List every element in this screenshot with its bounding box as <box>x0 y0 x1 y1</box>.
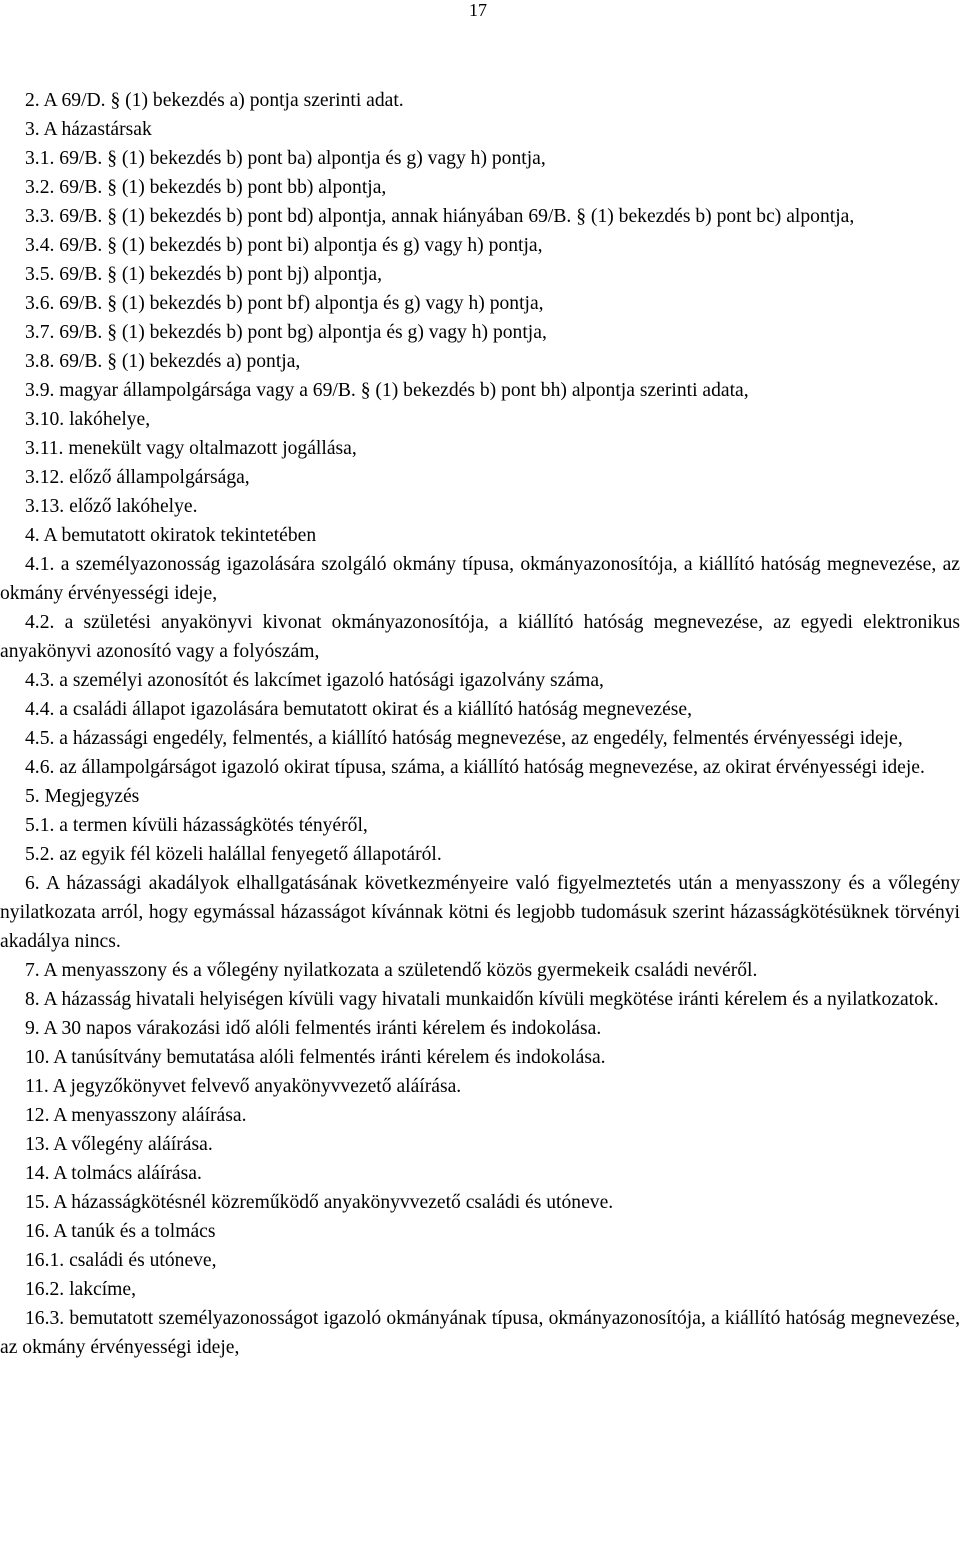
item-12: 12. A menyasszony aláírása. <box>25 1105 247 1126</box>
item-3-3: 3.3. 69/B. § (1) bekezdés b) pont bd) alpontja, annak hiányában 69/B. § (1) bekezdés b) pont bc) alpontja, <box>25 206 855 227</box>
item-3-9: 3.9. magyar állampolgársága vagy a 69/B. § (1) bekezdés b) pont bh) alpontja szerinti adata, <box>25 380 749 401</box>
page-number: 17 <box>469 0 487 20</box>
item-4-6: 4.6. az állampolgárságot igazoló okirat típusa, száma, a kiállító hatóság megnevezése, az okirat érvényességi ideje. <box>25 757 925 778</box>
item-9: 9. A 30 napos várakozási idő alóli felmentés iránti kérelem és indokolása. <box>25 1018 602 1039</box>
item-3-4: 3.4. 69/B. § (1) bekezdés b) pont bi) alpontja és g) vagy h) pontja, <box>25 235 543 256</box>
item-3-8: 3.8. 69/B. § (1) bekezdés a) pontja, <box>25 351 301 372</box>
item-16-heading: 16. A tanúk és a tolmács <box>25 1221 216 1242</box>
item-4-2: 4.2. a születési anyakönyvi kivonat okmányazonosítója, a kiállító hatóság megnevezése, az egyedi elektronikus anyakönyvi azonosító vagy a folyószám, <box>0 612 960 662</box>
item-4-4: 4.4. a családi állapot igazolására bemutatott okirat és a kiállító hatóság megnevezése, <box>25 699 693 720</box>
item-4-1: 4.1. a személyazonosság igazolására szolgáló okmány típusa, okmányazonosítója, a kiállító hatóság megnevezése, az okmány érvényességi ideje, <box>0 554 960 604</box>
item-5-1: 5.1. a termen kívüli házasságkötés tényéről, <box>25 815 368 836</box>
item-4-5: 4.5. a házassági engedély, felmentés, a kiállító hatóság megnevezése, az engedély, felmentés érvényességi ideje, <box>25 728 903 749</box>
item-11: 11. A jegyzőkönyvet felvevő anyakönyvvezető aláírása. <box>25 1076 462 1097</box>
item-3-11: 3.11. menekült vagy oltalmazott jogállása, <box>25 438 357 459</box>
document-body <box>0 86 960 1362</box>
item-3-7: 3.7. 69/B. § (1) bekezdés b) pont bg) alpontja és g) vagy h) pontja, <box>25 322 547 343</box>
item-5-2: 5.2. az egyik fél közeli halállal fenyegető állapotáról. <box>25 844 442 865</box>
item-15: 15. A házasságkötésnél közreműködő anyakönyvvezető családi és utóneve. <box>25 1192 614 1213</box>
item-3-13: 3.13. előző lakóhelye. <box>25 496 198 517</box>
item-16-3: 16.3. bemutatott személyazonosságot igazoló okmányának típusa, okmányazonosítója, a kiállító hatóság megnevezése, az okmány érvényességi ideje, <box>0 1308 960 1358</box>
item-4-3: 4.3. a személyi azonosítót és lakcímet igazoló hatósági igazolvány száma, <box>25 670 604 691</box>
item-6: 6. A házassági akadályok elhallgatásának következményeire való figyelmeztetés után a menyasszony és a vőlegény nyilatkozata arról, hogy egymással házasságot kívánnak kötni és legjobb tudomásuk szerint házasságkötésüknek törvényi akadálya nincs. <box>0 873 960 952</box>
item-10: 10. A tanúsítvány bemutatása alóli felmentés iránti kérelem és indokolása. <box>25 1047 606 1068</box>
item-3-6: 3.6. 69/B. § (1) bekezdés b) pont bf) alpontja és g) vagy h) pontja, <box>25 293 544 314</box>
item-3-10: 3.10. lakóhelye, <box>25 409 151 430</box>
item-3-5: 3.5. 69/B. § (1) bekezdés b) pont bj) alpontja, <box>25 264 382 285</box>
item-16-1: 16.1. családi és utóneve, <box>25 1250 217 1271</box>
item-3-heading: 3. A házastársak <box>25 119 152 140</box>
item-3-2: 3.2. 69/B. § (1) bekezdés b) pont bb) alpontja, <box>25 177 387 198</box>
item-14: 14. A tolmács aláírása. <box>25 1163 202 1184</box>
item-7: 7. A menyasszony és a vőlegény nyilatkozata a születendő közös gyermekeik családi nevéről. <box>25 960 758 981</box>
item-13: 13. A vőlegény aláírása. <box>25 1134 213 1155</box>
item-3-1: 3.1. 69/B. § (1) bekezdés b) pont ba) alpontja és g) vagy h) pontja, <box>25 148 546 169</box>
item-3-12: 3.12. előző állampolgársága, <box>25 467 250 488</box>
item-5-heading: 5. Megjegyzés <box>25 786 140 807</box>
item-2: 2. A 69/D. § (1) bekezdés a) pontja szerinti adat. <box>25 90 404 111</box>
item-8: 8. A házasság hivatali helyiségen kívüli vagy hivatali munkaidőn kívüli megkötése iránti kérelem és a nyilatkozatok. <box>25 989 939 1010</box>
item-4-heading: 4. A bemutatott okiratok tekintetében <box>25 525 317 546</box>
item-16-2: 16.2. lakcíme, <box>25 1279 136 1300</box>
